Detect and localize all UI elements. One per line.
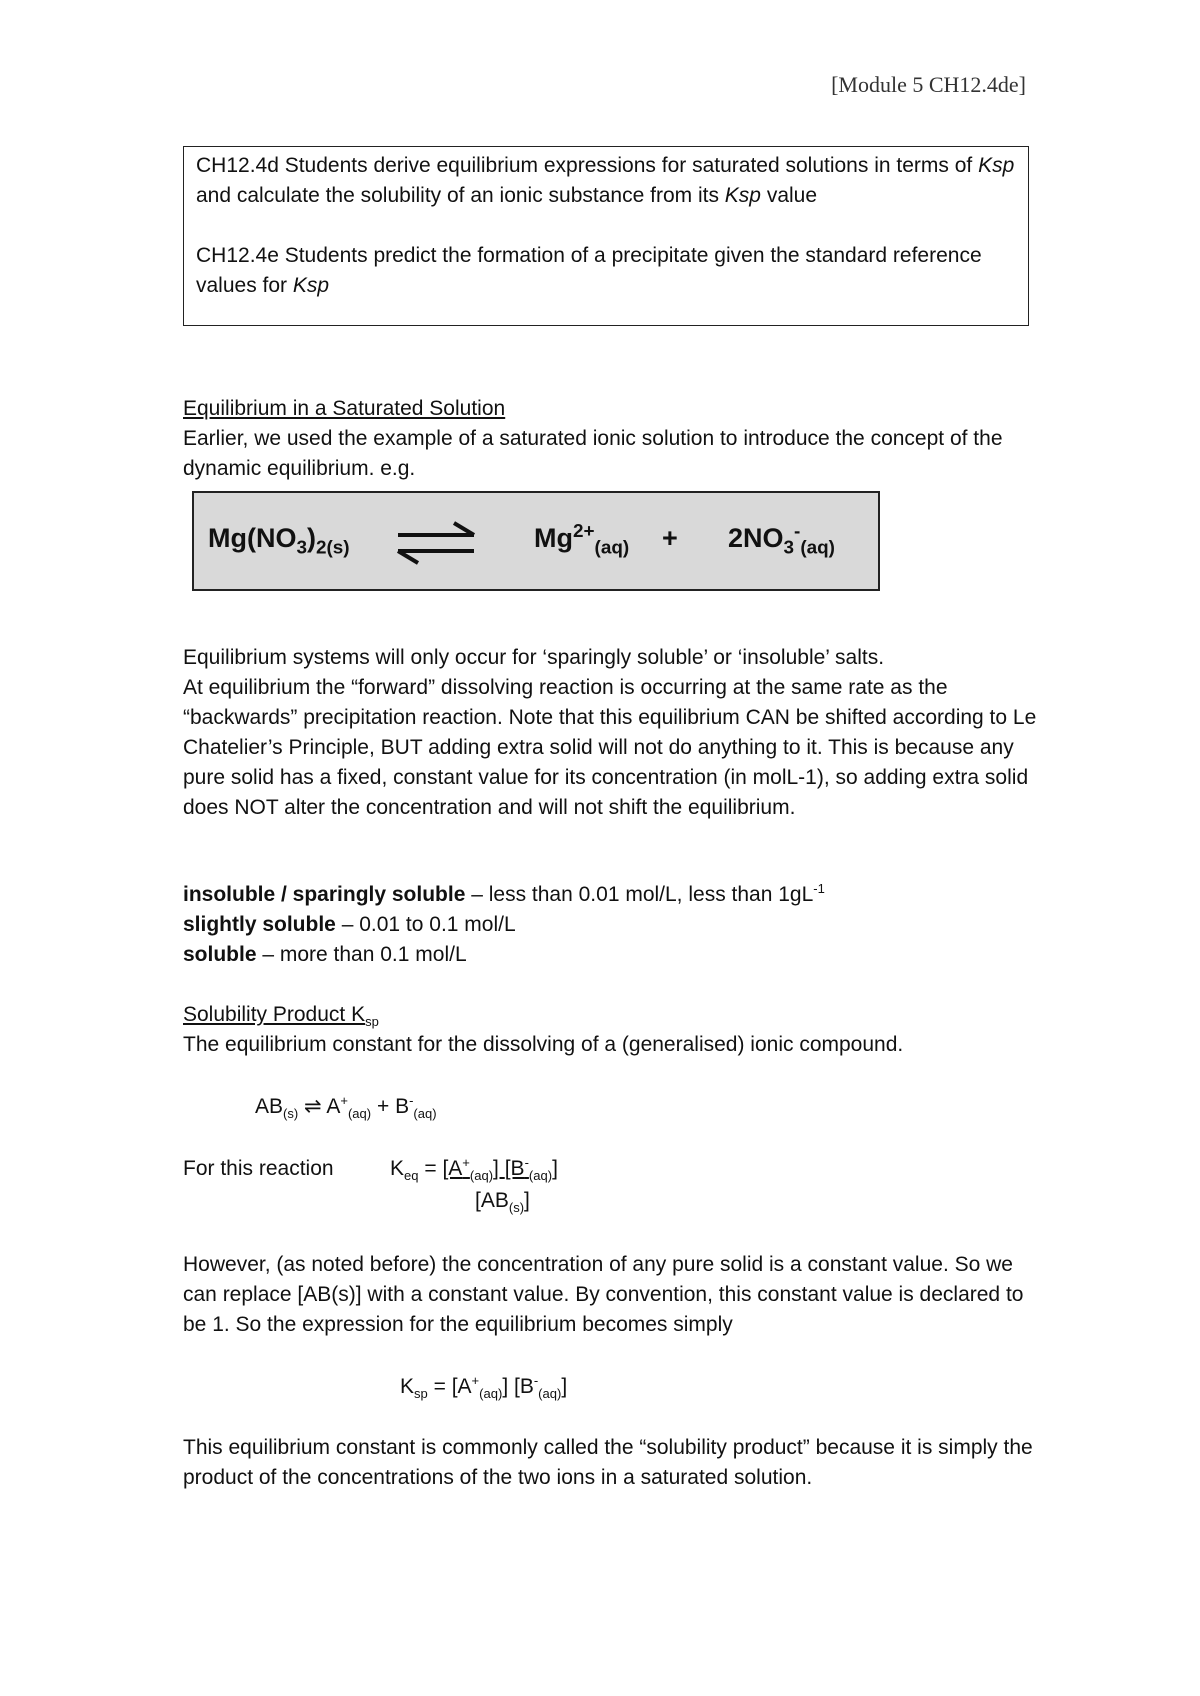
- section-heading: Equilibrium in a Saturated Solution: [183, 397, 506, 420]
- keq-expression: $K_{eq} = [A^+_{(aq)}]$ $[B^-_{(aq)}]$: [390, 1155, 558, 1184]
- module-header: [Module 5 CH12.4de]: [831, 72, 1026, 97]
- equilibrium-arrow-icon: [392, 517, 482, 569]
- outcome-12-4e: CH12.4e Students predict the formation of a precipitate given the standard reference values for Ksp: [196, 244, 982, 297]
- equation-box: [192, 491, 880, 591]
- definition-insoluble: insoluble / sparingly soluble – less than 0.01 mol/L, less than $1gL^{-1}$: [183, 881, 825, 906]
- paragraph-solubility-product: This equilibrium constant is commonly called the “solubility product” because it is simply the product of the concentrations of the two ions in a saturated solution.: [183, 1436, 1033, 1489]
- equilibrium-arrow-icon: ⇌: [304, 1095, 322, 1118]
- ksp-expression: $K_{sp} = [A^+_{(aq)}]$ $[B^-_{(aq)}]$: [400, 1373, 568, 1402]
- paragraph-equilibrium-systems: Equilibrium systems will only occur for ‘sparingly soluble’ or ‘insoluble’ salts. At equilibrium the “forward” dissolving reaction is occurring at the same rate as the “backwards” precipitation reaction. Note that this equilibrium CAN be shifted according to Le Chatelier’s Principle, BUT adding extra solid will not do anything to it. This is because any pure solid has a fixed, constant value for its concentration (in molL-1), so adding extra solid does NOT alter the concentration and will not shift the equilibrium.: [183, 646, 1037, 819]
- keq-denominator: $[AB_{(s)}]$: [475, 1189, 530, 1216]
- solubility-definitions: [183, 880, 1043, 970]
- outcome-12-4d: CH12.4d Students derive equilibrium expressions for saturated solutions in terms of Ksp and calculate the solubility of an ionic substance from its Ksp value: [196, 154, 1015, 207]
- keq-numerator: $[A^+_{(aq)}]$ $[B^-_{(aq)}]$: [442, 1155, 558, 1184]
- definition-slightly-soluble: slightly soluble – 0.01 to 0.1 mol/L: [183, 913, 516, 936]
- product-nitrate-ion: $2NO_3^-_{(aq)}$: [728, 521, 835, 559]
- paragraph-pure-solid: However, (as noted before) the concentration of any pure solid is a constant value. So we can replace [AB(s)] with a constant value. By convention, this constant value is declared to be 1. So the expression for the equilibrium becomes simply: [183, 1253, 1024, 1336]
- keq-label: For this reaction: [183, 1157, 334, 1180]
- plus-sign: +: [662, 523, 678, 553]
- section-heading: Solubility Product $K_{sp}$: [183, 1003, 379, 1030]
- general-dissolving-equation: $AB_{(s)}$ ⇌ $A^+_{(aq)} + B^-_{(aq)}$: [255, 1093, 437, 1122]
- section-equilibrium: [183, 394, 1043, 484]
- definition-soluble: soluble – more than 0.1 mol/L: [183, 943, 467, 966]
- learning-outcomes-box: [183, 146, 1029, 326]
- section-intro: Earlier, we used the example of a saturated ionic solution to introduce the concept of the dynamic equilibrium. e.g.: [183, 427, 1003, 480]
- product-magnesium-ion: $Mg^{2+}_{(aq)}$: [534, 521, 630, 559]
- reactant: $Mg(NO_3)_{2(s)}$: [208, 523, 350, 559]
- section-intro: The equilibrium constant for the dissolving of a (generalised) ionic compound.: [183, 1033, 904, 1056]
- section-solubility-product: [183, 1000, 1043, 1060]
